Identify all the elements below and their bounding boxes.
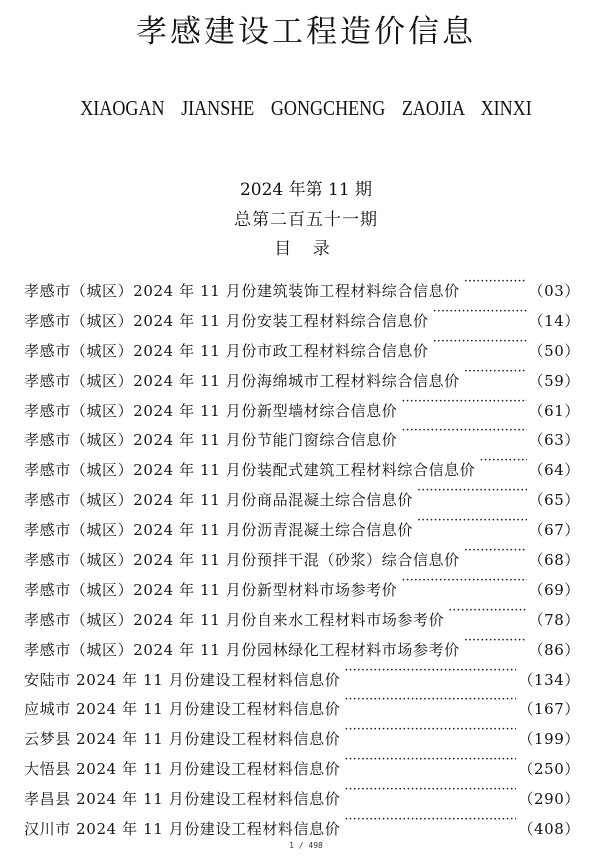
toc-entry-page: （78） — [528, 610, 580, 629]
toc-entry-label: 孝感市（城区）2024 年 11 月份装配式建筑工程材料综合信息价 — [24, 461, 476, 480]
toc-entry-page: （199） — [518, 730, 580, 749]
toc-entry-label: 孝感市（城区）2024 年 11 月份园林绿化工程材料市场参考价 — [24, 640, 460, 659]
toc-leader-dots — [344, 805, 516, 834]
toc-entry-page: （290） — [518, 790, 580, 809]
toc-heading: 目 录 — [274, 239, 338, 259]
toc-leader-dots — [344, 775, 516, 804]
toc-leader-dots — [448, 596, 526, 625]
toc-entry-label: 孝感市（城区）2024 年 11 月份商品混凝土综合信息价 — [24, 491, 413, 510]
toc-leader-dots — [344, 685, 516, 714]
toc-leader-dots — [479, 446, 526, 475]
toc-leader-dots — [464, 267, 527, 296]
toc-entry-label: 孝感市（城区）2024 年 11 月份建筑装饰工程材料综合信息价 — [24, 282, 460, 300]
toc-entry-label: 孝感市（城区）2024 年 11 月份自来水工程材料市场参考价 — [24, 610, 445, 629]
toc-leader-dots — [401, 566, 526, 595]
toc-entry-label: 孝昌县 2024 年 11 月份建设工程材料信息价 — [24, 790, 341, 809]
issue-total-number: 总第二百五十一期 — [234, 210, 378, 230]
document-subtitle-pinyin: XIAOGAN JIANSHE GONGCHENG ZAOJIA XINXI — [80, 96, 532, 120]
issue-number: 2024 年第 11 期 — [239, 180, 373, 200]
toc-entry-label: 孝感市（城区）2024 年 11 月份新型墙材综合信息价 — [24, 401, 398, 420]
toc-leader-dots — [417, 476, 527, 505]
toc-leader-dots — [433, 297, 527, 326]
toc-entry-page: （59） — [528, 371, 580, 390]
toc-entry-page: （65） — [528, 491, 580, 510]
toc-leader-dots — [433, 327, 527, 356]
toc-entry-page: （67） — [528, 521, 580, 540]
toc-leader-dots — [417, 506, 527, 535]
toc-leader-dots — [464, 626, 527, 655]
toc-entry-page: （134） — [518, 670, 580, 689]
toc-entry-label: 安陆市 2024 年 11 月份建设工程材料信息价 — [24, 670, 341, 689]
toc-leader-dots — [344, 745, 516, 774]
toc-entry-label: 孝感市（城区）2024 年 11 月份沥青混凝土综合信息价 — [24, 521, 413, 540]
toc-entry-page: （408） — [518, 820, 580, 839]
table-of-contents — [24, 267, 580, 839]
page-indicator: 1 / 498 — [289, 841, 323, 850]
toc-entry-label: 云梦县 2024 年 11 月份建设工程材料信息价 — [24, 730, 341, 749]
toc-leader-dots — [401, 387, 526, 416]
toc-leader-dots — [464, 357, 527, 386]
toc-leader-dots — [401, 416, 526, 445]
toc-entry-label: 孝感市（城区）2024 年 11 月份海绵城市工程材料综合信息价 — [24, 371, 460, 390]
toc-entry-page: （69） — [528, 580, 580, 599]
toc-entry-page: （250） — [518, 760, 580, 779]
toc-entry-label: 应城市 2024 年 11 月份建设工程材料信息价 — [24, 700, 341, 719]
toc-entry-page: （50） — [528, 341, 580, 360]
toc-entry-label: 孝感市（城区）2024 年 11 月份预拌干混（砂浆）综合信息价 — [24, 551, 460, 570]
toc-entry-page: （61） — [528, 401, 580, 420]
toc-entry-label: 孝感市（城区）2024 年 11 月份市政工程材料综合信息价 — [24, 341, 429, 360]
toc-entry-label: 大悟县 2024 年 11 月份建设工程材料信息价 — [24, 760, 341, 779]
toc-leader-dots — [344, 715, 516, 744]
toc-entry-page: （86） — [528, 640, 580, 659]
toc-entry-page: （64） — [528, 461, 580, 480]
toc-leader-dots — [344, 656, 516, 685]
toc-entry[interactable] — [24, 267, 580, 300]
toc-entry-page: （68） — [528, 551, 580, 570]
toc-entry-label: 孝感市（城区）2024 年 11 月份节能门窗综合信息价 — [24, 431, 398, 450]
toc-entry-label: 汉川市 2024 年 11 月份建设工程材料信息价 — [24, 820, 341, 839]
toc-entry-page: （03） — [528, 282, 580, 300]
document-title: 孝感建设工程造价信息 — [136, 14, 476, 50]
toc-entry-label: 孝感市（城区）2024 年 11 月份新型材料市场参考价 — [24, 580, 398, 599]
toc-entry-page: （63） — [528, 431, 580, 450]
toc-entry-page: （167） — [518, 700, 580, 719]
toc-entry-page: （14） — [528, 311, 580, 330]
toc-leader-dots — [464, 536, 527, 565]
toc-entry-label: 孝感市（城区）2024 年 11 月份安装工程材料综合信息价 — [24, 311, 429, 330]
